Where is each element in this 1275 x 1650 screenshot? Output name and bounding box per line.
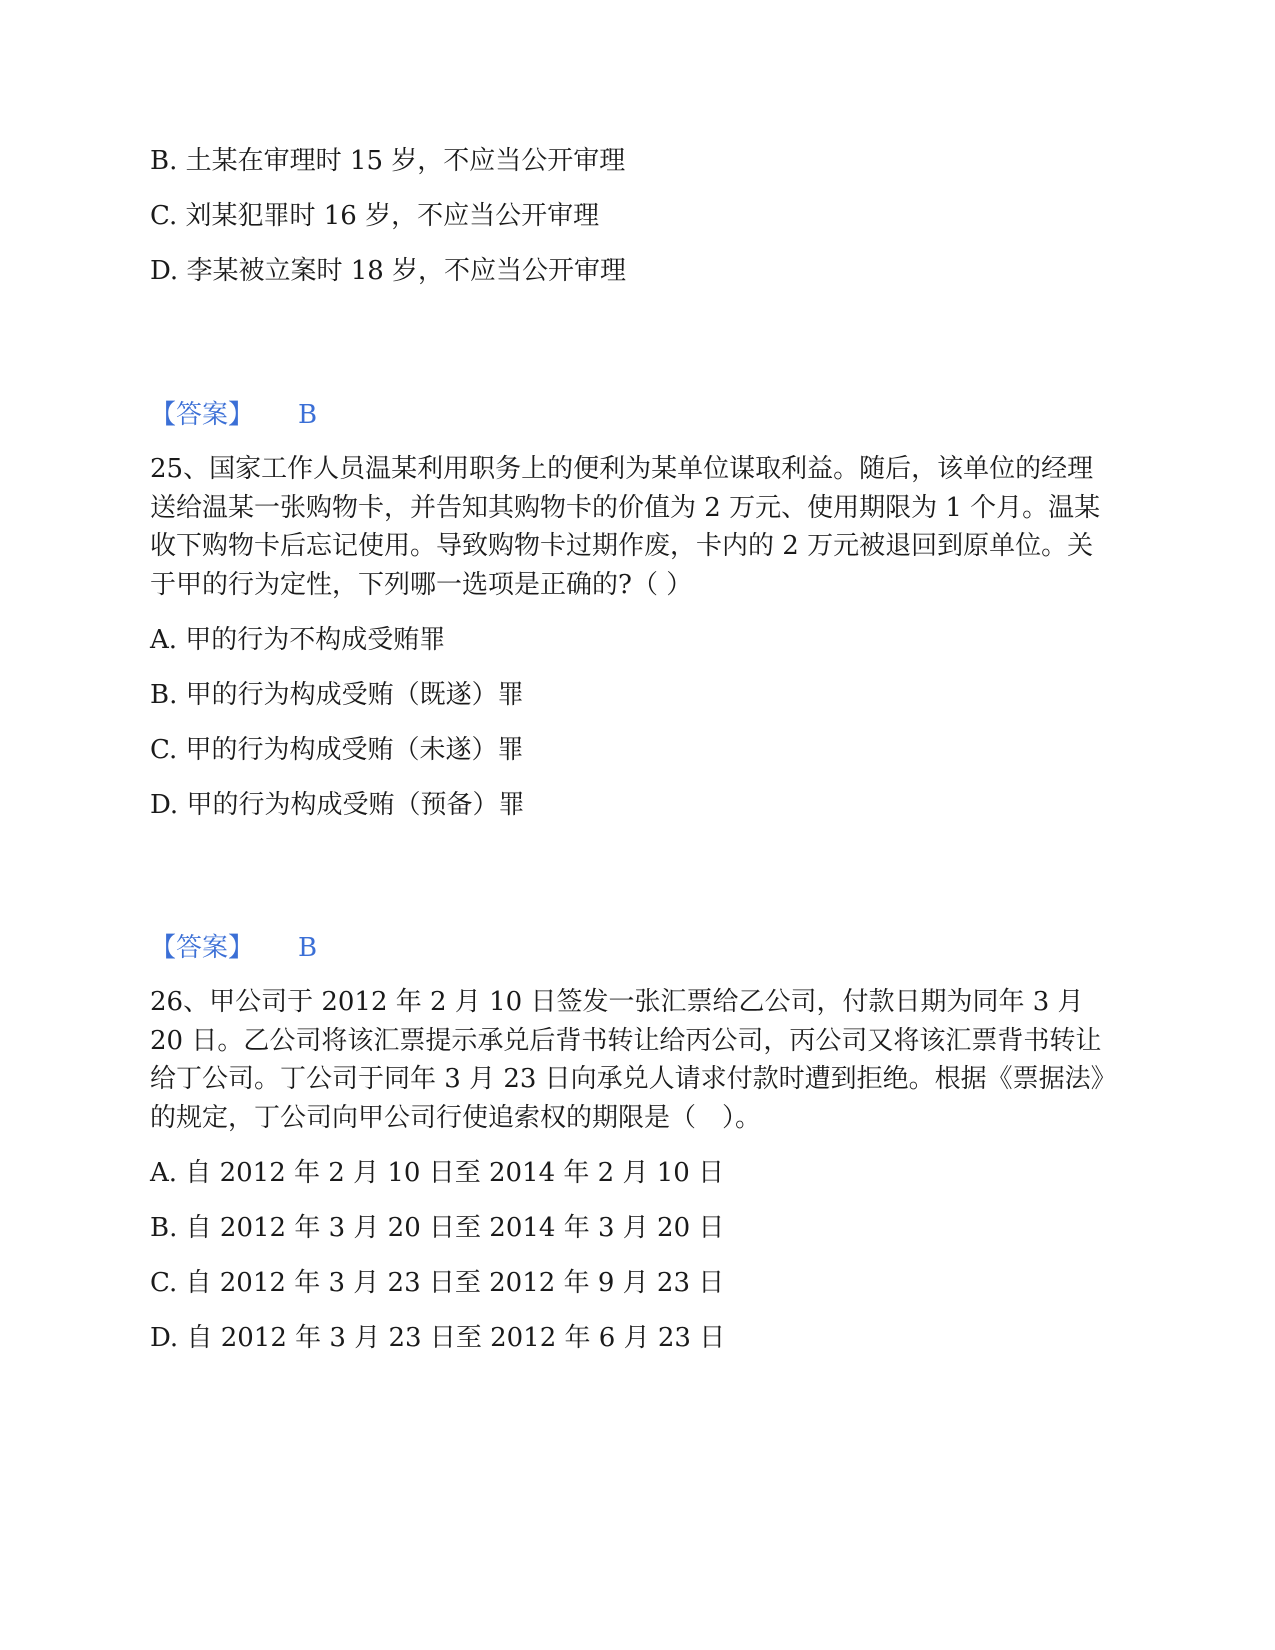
q25-option-d: D. 甲的行为构成受贿（预备）罪 xyxy=(150,790,525,820)
q26-option-a: A. 自 2012 年 2 月 10 日至 2014 年 2 月 10 日 xyxy=(150,1158,725,1188)
q25-stem: 25、国家工作人员温某利用职务上的便利为某单位谋取利益。随后，该单位的经理送给温某一张购物卡，并告知其购物卡的价值为 2 万元、使用期限为 1 个月。温某收下购物卡后忘记使用。导致购物卡过期作废，卡内的 2 万元被退回到原单位。关于甲的行为定性，下列哪一选项是正确的?（ ） xyxy=(150,454,1101,600)
q26-stem: 26、甲公司于 2012 年 2 月 10 日签发一张汇票给乙公司，付款日期为同年 3 月 20 日。乙公司将该汇票提示承兑后背书转让给丙公司，丙公司又将该汇票背书转让给丁公司。丁公司于同年 3 月 23 日向承兑人请求付款时遭到拒绝。根据《票据法》的规定，丁公司向甲公司行使追索权的期限是（ ）。 xyxy=(150,987,1104,1133)
q25-answer xyxy=(150,935,317,961)
answer-value: B xyxy=(298,400,318,430)
answer-value: B xyxy=(298,933,318,963)
q25-option-a: A. 甲的行为不构成受贿罪 xyxy=(150,625,446,655)
q24-answer xyxy=(150,402,317,428)
answer-label: 【答案】 xyxy=(150,400,255,430)
q26-option-d: D. 自 2012 年 3 月 23 日至 2012 年 6 月 23 日 xyxy=(150,1323,726,1353)
q24-option-b: B. 土某在审理时 15 岁，不应当公开审理 xyxy=(150,146,626,176)
q26-option-c: C. 自 2012 年 3 月 23 日至 2012 年 9 月 23 日 xyxy=(150,1268,725,1298)
q25-option-c: C. 甲的行为构成受贿（未遂）罪 xyxy=(150,735,524,765)
q25-option-b: B. 甲的行为构成受贿（既遂）罪 xyxy=(150,680,524,710)
q24-option-d: D. 李某被立案时 18 岁，不应当公开审理 xyxy=(150,256,627,286)
q24-option-c: C. 刘某犯罪时 16 岁，不应当公开审理 xyxy=(150,201,600,231)
answer-label: 【答案】 xyxy=(150,933,255,963)
q26-option-b: B. 自 2012 年 3 月 20 日至 2014 年 3 月 20 日 xyxy=(150,1213,725,1243)
